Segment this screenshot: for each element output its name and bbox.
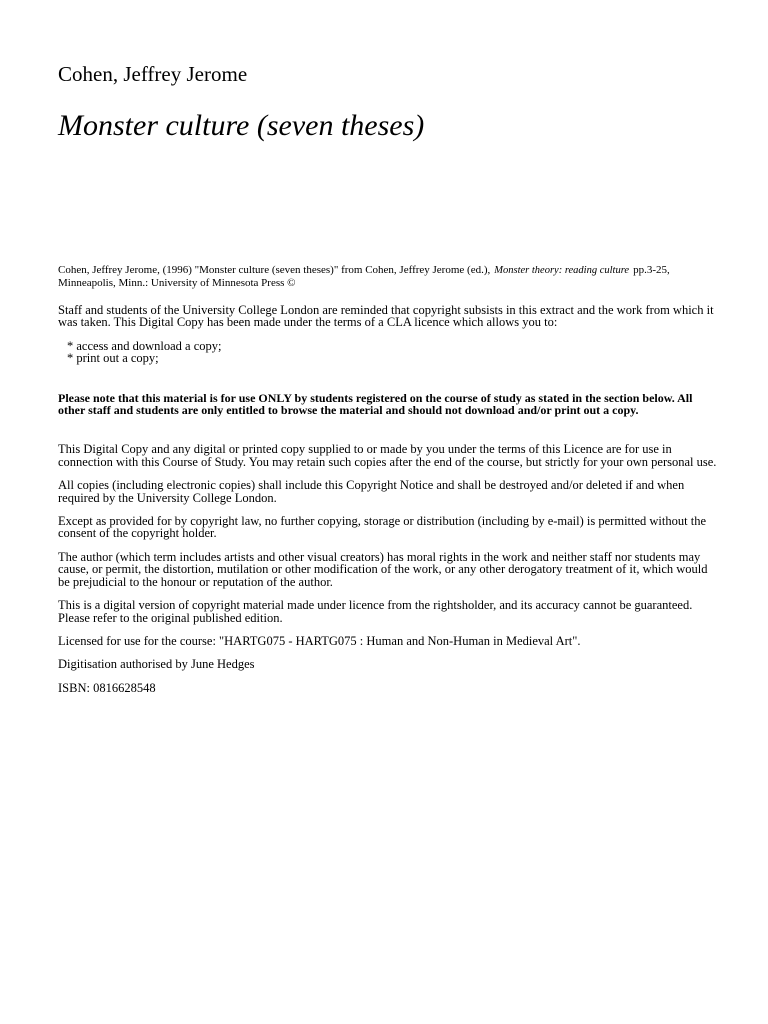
permission-item: * print out a copy; [67,351,159,366]
accuracy-paragraph: This is a digital version of copyright material made under licence from the rightsholder, and its accuracy cannot be guaranteed. Please refer to the original published edition. [58,598,693,625]
citation [58,264,718,290]
citation-prefix: Cohen, Jeffrey Jerome, (1996) "Monster culture (seven theses)" from Cohen, Jeffrey Jerome (ed.), [58,264,491,276]
citation-book-title: Monster theory: reading culture [494,265,630,276]
copyright-notice [58,264,718,705]
personal-use-paragraph: This Digital Copy and any digital or printed copy supplied to or made by you under the terms of this Licence are for use in connection with this Course of Study. You may retain such copies after the end of the course, but strictly for your own personal use. [58,442,717,469]
isbn: ISBN: 0816628548 [58,680,156,695]
usage-warning: Please note that this material is for use ONLY by students registered on the course of study as stated in the section below. All other staff and students are only entitled to browse the material and should not download and/or print out a copy. [58,390,693,418]
document-title: Monster culture (seven theses) [58,109,425,142]
digitisation-credit: Digitisation authorised by June Hedges [58,657,255,672]
copies-paragraph: All copies (including electronic copies) shall include this Copyright Notice and shall be destroyed and/or deleted if and when required by the University College London. [58,478,685,505]
course-license: Licensed for use for the course: "HARTG075 - HARTG075 : Human and Non-Human in Medieval Art". [58,633,581,648]
citation-suffix: pp.3-25, Minneapolis, Minn.: University of Minnesota Press © [58,264,670,289]
moral-rights-paragraph: The author (which term includes artists and other visual creators) has moral rights in the work and neither staff nor students may cause, or permit, the distortion, mutilation or other modification of the work, or any other derogatory treatment of it, which would be prejudicial to the honour or reputation of the author. [58,549,708,589]
author-heading: Cohen, Jeffrey Jerome [58,62,248,86]
copying-paragraph: Except as provided for by copyright law, no further copying, storage or distribution (including by e-mail) is permitted without the consent of the copyright holder. [58,514,706,541]
permission-item: * access and download a copy; [67,338,222,353]
notice-intro: Staff and students of the University College London are reminded that copyright subsists in this extract and the work from which it was taken. This Digital Copy has been made under the terms of a CLA licence which allows you to: [58,303,714,330]
permissions-list [67,340,718,365]
